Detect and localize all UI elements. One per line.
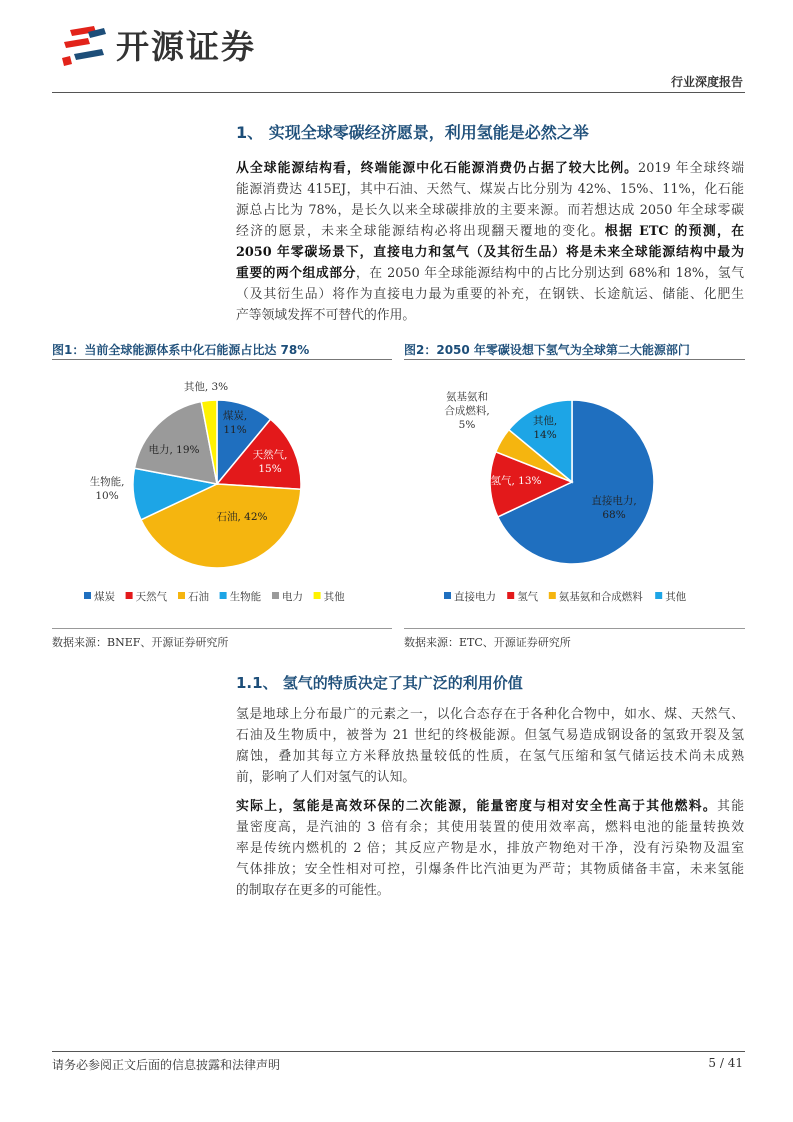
text-run: 气体排放；安全性相对可控，引爆条件比汽油更为严苛；其物质储备丰富，未来氢能 [236, 862, 744, 877]
text-line [236, 767, 744, 788]
slice-label: 电力, 19% [148, 444, 200, 456]
text-run: 2019 年全球终端 [638, 161, 744, 176]
text-run: 源总占比为 78%，是长久以来全球碳排放的主要来源。而若想达成 2050 年全球零碳 [236, 203, 744, 218]
text-line [236, 796, 744, 817]
figure-2-caption: 图2：2050 年零碳设想下氢气为全球第二大能源部门 [404, 343, 690, 357]
figure-2-source: 数据来源：ETC、开源证券研究所 [404, 636, 571, 649]
company-logo-icon [60, 24, 110, 70]
bold-text: 根据 ETC 的预测，在 [604, 224, 744, 239]
text-line [236, 221, 744, 242]
slice-label: 氢气, 13% [490, 475, 542, 487]
text-line [236, 746, 744, 767]
bold-text: 2050 年零碳场景下，直接电力和氢气（及其衍生品）将是未来全球能源结构中最为 [236, 245, 744, 260]
pie-charts [52, 362, 745, 624]
figure-1-top-rule [52, 359, 392, 360]
bold-text: 从全球能源结构看，终端能源中化石能源消费仍占据了较大比例。 [236, 161, 639, 176]
legend-swatch [444, 592, 451, 599]
slice-label: 生物能, 10% [89, 476, 125, 502]
bold-text: 实际上，氢能是高效环保的二次能源，能量密度与相对安全性高于其他燃料。 [236, 799, 718, 814]
slice-label: 煤炭, 11% [222, 410, 248, 436]
text-line [236, 158, 744, 179]
text-run: ，在 2050 年全球能源结构中的占比分别达到 68%和 18%，氢气 [355, 266, 744, 281]
text-run: 经济的愿景，未来全球能源结构必将出现翻天覆地的变化。 [236, 224, 605, 239]
text-run: 其能 [717, 799, 744, 814]
footer-rule [52, 1051, 745, 1052]
text-run: 产等领域发挥不可替代的作用。 [236, 308, 416, 323]
text-line [236, 263, 744, 284]
slice-label: 天然气, 15% [252, 449, 288, 475]
section-1-title: 1、 实现全球零碳经济愿景，利用氢能是必然之举 [236, 123, 589, 142]
figure-1-source: 数据来源：BNEF、开源证券研究所 [52, 636, 229, 649]
figure-1-bottom-rule [52, 628, 392, 629]
slice-label: 氨基氨和合成燃料, 5% [444, 391, 490, 431]
header-rule [52, 92, 745, 93]
text-run: （及其衍生品）将作为直接电力最为重要的补充，在钢铁、长途航运、储能、化肥生 [236, 287, 744, 302]
text-line [236, 200, 744, 221]
text-run: 氢是地球上分布最广的元素之一，以化合态存在于各种化合物中，如水、煤、天然气、 [236, 707, 744, 722]
text-run: 石油及生物质中，被誉为 21 世纪的终极能源。但氢气易造成钢设备的氢致开裂及氢 [236, 728, 744, 743]
slice-label: 直接电力, 68% [591, 495, 637, 521]
text-line [236, 817, 744, 838]
slice-label: 其他, 14% [532, 415, 558, 441]
legend-entry: 煤炭 [94, 591, 115, 603]
slice-label: 其他, 3% [183, 381, 229, 393]
text-run: 量密度高，是汽油的 3 倍有余；其使用装置的使用效率高，燃料电池的能量转换效 [236, 820, 744, 835]
legend-entry: 石油 [188, 591, 209, 603]
section-1-1-title: 1.1、 氢气的特质决定了其广泛的利用价值 [236, 674, 523, 692]
legend-swatch [655, 592, 662, 599]
text-run: 前，影响了人们对氢气的认知。 [236, 770, 416, 785]
text-line [236, 859, 744, 880]
figure-1-caption: 图1：当前全球能源体系中化石能源占比达 78% [52, 343, 310, 357]
legend-entry: 氨基氨和合成燃料 [558, 591, 643, 603]
text-line [236, 838, 744, 859]
footer-disclaimer: 请务必参阅正文后面的信息披露和法律声明 [52, 1058, 281, 1072]
legend-entry: 生物能 [229, 591, 262, 603]
legend-entry: 直接电力 [454, 591, 496, 603]
text-line [236, 179, 744, 200]
section-1-1-paragraph-2 [236, 796, 744, 901]
figure-2-bottom-rule [404, 628, 745, 629]
slice-label: 石油, 42% [216, 511, 268, 523]
text-line [236, 305, 744, 326]
legend-swatch [507, 592, 514, 599]
legend-entry: 其他 [665, 591, 687, 603]
legend-swatch [314, 592, 321, 599]
legend-entry: 其他 [323, 591, 345, 603]
section-1-1-paragraph-1 [236, 704, 744, 788]
text-run: 率是传统内燃机的 2 倍；其反应产物是水，排放产物绝对干净，没有污染物及温室 [236, 841, 744, 856]
bold-text: 重要的两个组成部分 [236, 266, 356, 281]
legend-swatch [549, 592, 556, 599]
legend-entry: 氢气 [517, 591, 539, 603]
text-line [236, 725, 744, 746]
text-line [236, 704, 744, 725]
page-number: 5 / 41 [708, 1056, 743, 1070]
text-line [236, 284, 744, 305]
legend-swatch [220, 592, 227, 599]
text-run: 的制取存在更多的可能性。 [236, 883, 390, 898]
company-name: 开源证券 [116, 27, 256, 66]
text-run: 能源消费达 415EJ，其中石油、天然气、煤炭占比分别为 42%、15%、11%，化石能 [236, 182, 744, 197]
legend-entry: 电力 [282, 591, 303, 603]
text-line [236, 880, 744, 901]
legend-swatch [84, 592, 91, 599]
text-run: 腐蚀，叠加其每立方米释放热量较低的性质，在氢气压缩和氢气储运技术尚未成熟 [236, 749, 744, 764]
figure-2-top-rule [404, 359, 745, 360]
legend-swatch [272, 592, 279, 599]
section-1-paragraph [236, 158, 744, 326]
legend-entry: 天然气 [135, 591, 168, 603]
text-line [236, 242, 744, 263]
report-type: 行业深度报告 [670, 75, 743, 89]
legend-swatch [126, 592, 133, 599]
legend-swatch [178, 592, 185, 599]
